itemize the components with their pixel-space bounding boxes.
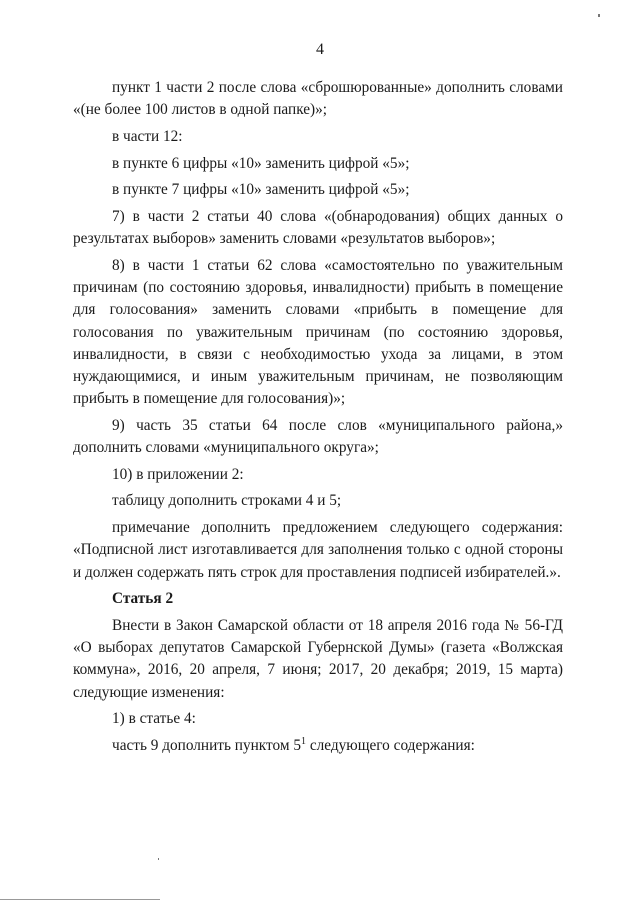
paragraph: пункт 1 части 2 после слова «сброшюрованные» дополнить словами «(не более 100 листов в одной папке)»; [73,79,563,119]
document-body [73,77,563,762]
paragraph: 1) в статье 4: [112,710,196,728]
paragraph: таблицу дополнить строками 4 и 5; [112,492,342,510]
paragraph: в пункте 7 цифры «10» заменить цифрой «5»; [112,181,410,199]
scan-speck [598,14,600,17]
page-number: 4 [316,41,324,58]
paragraph: в части 12: [112,127,183,145]
paragraph: Внести в Закон Самарской области от 18 апреля 2016 года № 56-ГД «О выборах депутатов Самарской Губернской Думы» (газета «Волжская коммуна», 2016, 20 апреля, 7 июня; 2017, 20 декабря; 2019, 15 марта) следующие изменения: [73,616,563,701]
paragraph: в пункте 6 цифры «10» заменить цифрой «5»; [112,154,410,172]
paragraph: 8) в части 1 статьи 62 слова «самостоятельно по уважительным причинам (по состоянию здоровья, инвалидности) прибыть в помещение для голосования» заменить словами «прибыть в помещение для голосования по уважительным причинам (по состоянию здоровья, инвалидности, в связи с необходимостью ухода за лицами, в этом нуждающимися, и иным уважительным причинам, не позволяющим прибыть в помещение для голосования)»; [73,256,563,408]
paragraph [73,735,563,757]
scan-speck [158,858,159,860]
footer-line [0,899,160,900]
paragraph: 10) в приложении 2: [112,465,244,483]
paragraph: примечание дополнить предложением следующего содержания: «Подписной лист изготавливается для заполнения только с одной стороны и должен содержать пять строк для проставления подписей избирателей.». [73,519,563,581]
article-heading: Статья 2 [112,590,174,608]
paragraph-text-tail: следующего содержания: [306,736,475,754]
paragraph: 9) часть 35 статьи 64 после слов «муниципального района,» дополнить словами «муниципального округа»; [73,416,563,457]
superscript: 1 [301,735,307,747]
paragraph: 7) в части 2 статьи 40 слова «(обнародования) общих данных о результатах выборов» заменить словами «результатов выборов»; [73,208,563,248]
paragraph-text: часть 9 дополнить пунктом 5 [112,736,302,754]
